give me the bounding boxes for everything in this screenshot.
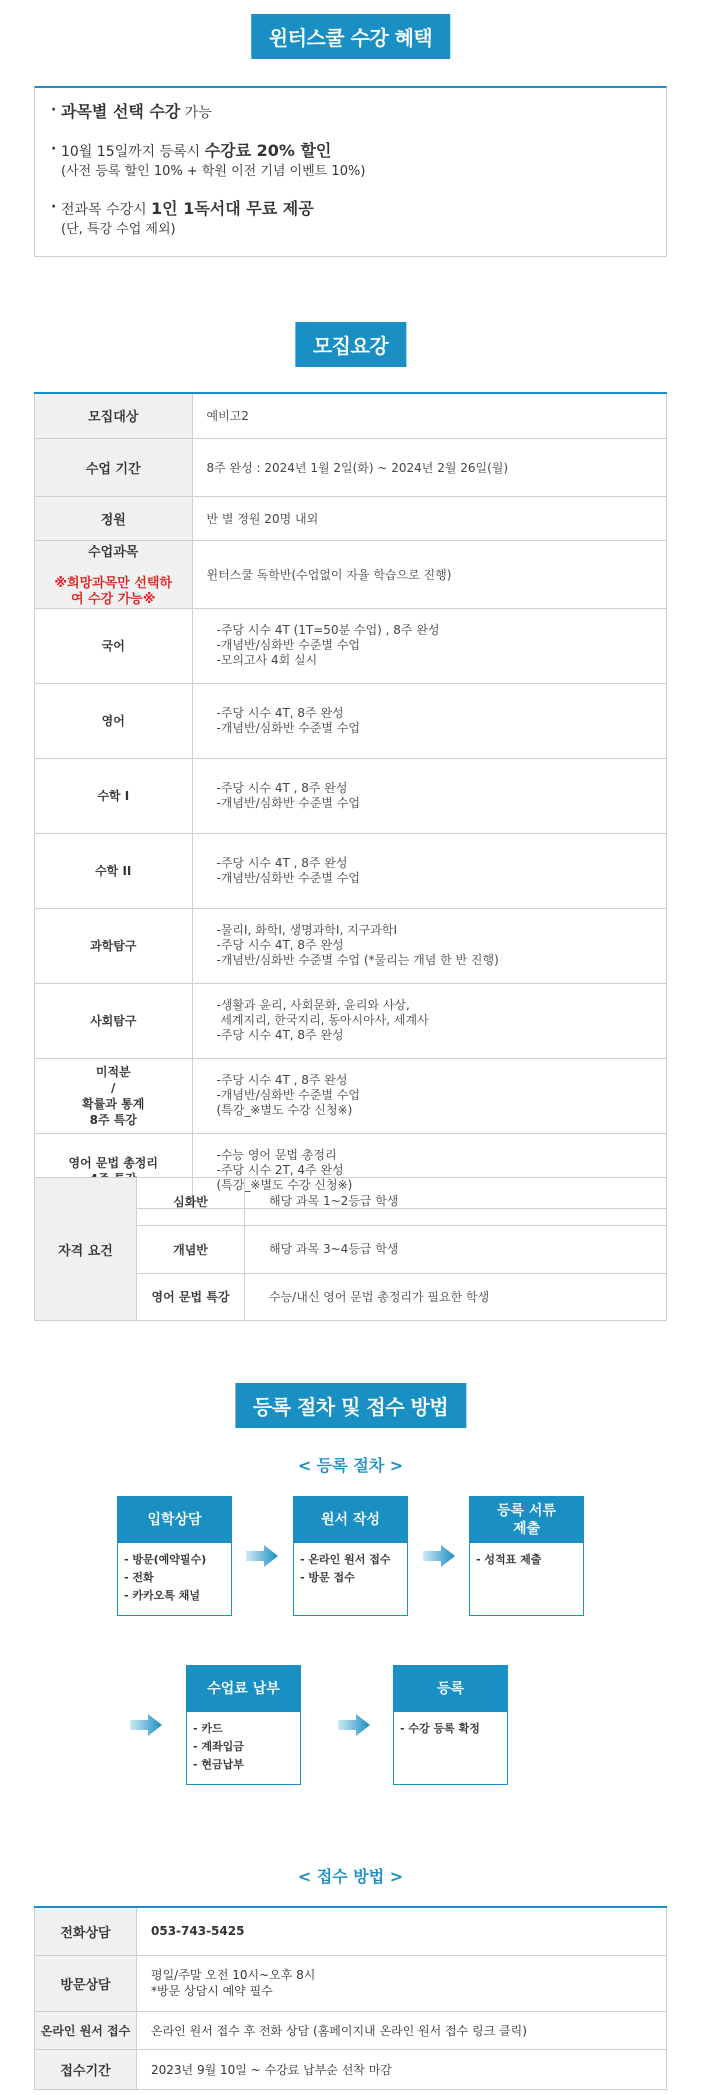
- subject-name: 영어 문법 총정리: [35, 1133, 193, 1208]
- subject-line: -주당 시수 4T , 8주 완성: [216, 780, 348, 795]
- subject-line: -개념반/심화반 수준별 수업: [216, 795, 361, 810]
- subject-desc: [192, 758, 667, 833]
- subject-desc: [192, 683, 667, 758]
- method-label: 온라인 원서 접수: [35, 2011, 137, 2049]
- subject-line: -주당 시수 4T, 8주 완성: [216, 938, 344, 952]
- subject-line: -물리I, 화학I, 생명과학I, 지구과학I: [216, 923, 397, 937]
- step-caption: 원서 작성: [294, 1497, 407, 1543]
- subject-line: -개념반/심화반 수준별 수업: [216, 638, 361, 652]
- step-item: - 수강 등록 확정: [400, 1720, 501, 1738]
- subject-name: 영어: [35, 683, 193, 758]
- subjects-label: 수업과목: [88, 544, 139, 560]
- benefit-bold: 1인 1독서대 무료 제공: [151, 199, 314, 218]
- subject-name: 미적분 / 확률과 통계 8주 특강: [35, 1058, 193, 1133]
- subject-line: -수능 영어 문법 총정리: [216, 1148, 337, 1162]
- arrow-right-icon: [423, 1545, 455, 1567]
- row-value: 8주 완성 : 2024년 1월 2일(화) ~ 2024년 2월 26일(월): [192, 438, 667, 496]
- step-card: [186, 1665, 301, 1785]
- subject-line: -생활과 윤리, 사회문화, 윤리와 사상,: [216, 998, 410, 1012]
- subject-line: -주당 시수 4T , 8주 완성: [216, 1073, 348, 1087]
- row-label: 정원: [35, 496, 193, 540]
- qual-name: 개념반: [137, 1226, 245, 1274]
- subject-line: -주당 시수 4T , 8주 완성: [216, 855, 348, 870]
- row-value: 예비고2: [192, 393, 667, 438]
- subject-desc: [192, 833, 667, 908]
- step-item: - 온라인 원서 접수: [300, 1551, 401, 1569]
- method-value: 053-743-5425: [137, 1907, 667, 1955]
- step-item: - 성적표 제출: [476, 1551, 577, 1569]
- method-value: 평일/주말 오전 10시~오후 8시 *방문 상담시 예약 필수: [137, 1955, 667, 2011]
- subject-name: 수학 II: [35, 833, 193, 908]
- method-label: 방문상담: [35, 1955, 137, 2011]
- subject-line: -주당 시수 4T (1T=50분 수업) , 8주 완성: [216, 623, 440, 637]
- method-value: 2023년 9월 10일 ~ 수강료 납부순 선착 마감: [137, 2049, 667, 2089]
- row-label: 수업 기간: [35, 438, 193, 496]
- qual-name: 심화반: [137, 1178, 245, 1226]
- subject-line: (특강_※별도 수강 신청※): [216, 1178, 353, 1192]
- subjects-label-cell: [35, 540, 193, 608]
- benefit-text: 가능: [180, 105, 212, 121]
- method-label: 전화상담: [35, 1907, 137, 1955]
- method-label: 접수기간: [35, 2049, 137, 2089]
- subjects-intro: 윈터스쿨 독학반(수업없이 자율 학습으로 진행): [192, 540, 667, 608]
- step-item: - 카카오톡 채널: [124, 1587, 225, 1605]
- benefit-text: 전과목 수강시: [61, 202, 152, 218]
- benefit-bold: 과목별 선택 수강: [61, 102, 181, 121]
- step-caption: 등록: [394, 1666, 507, 1712]
- step-list: [470, 1543, 583, 1569]
- benefit-sub: (사전 등록 할인 10% + 학원 이전 기념 이벤트 10%): [61, 164, 366, 179]
- subject-name: 사회탐구: [35, 983, 193, 1058]
- arrow-right-icon: [246, 1545, 278, 1567]
- benefits-box: [34, 86, 667, 257]
- subject-line: -개념반/심화반 수준별 수업: [216, 1088, 361, 1102]
- row-label: 모집대상: [35, 393, 193, 438]
- subject-desc: [192, 608, 667, 683]
- step-item: - 전화: [124, 1569, 225, 1587]
- qual-name: 영어 문법 특강: [137, 1274, 245, 1321]
- benefit-bold: 수강료 20% 할인: [204, 141, 332, 160]
- steps-title: < 등록 절차 >: [297, 1456, 404, 1475]
- subject-line: -개념반/심화반 수준별 수업: [216, 720, 361, 735]
- benefit-text: 10월 15일까지 등록시: [61, 144, 205, 160]
- subject-desc: [192, 908, 667, 983]
- recruit-title: 모집요강: [295, 322, 406, 367]
- qual-value: 해당 과목 1~2등급 학생: [245, 1178, 667, 1226]
- qual-value: 해당 과목 3~4등급 학생: [245, 1226, 667, 1274]
- subject-line: -개념반/심화반 수준별 수업 (*물리는 개념 한 반 진행): [216, 953, 499, 967]
- step-item: - 현금납부: [193, 1756, 294, 1774]
- subject-line: 세계지리, 한국지리, 동아시아사, 세계사: [216, 1013, 429, 1027]
- recruit-table: [34, 392, 667, 1209]
- benefit-sub: (단, 특강 수업 제외): [61, 222, 176, 237]
- step-item: - 방문 접수: [300, 1569, 401, 1587]
- benefit-item: [51, 102, 650, 123]
- subject-desc: [192, 983, 667, 1058]
- subject-name: 국어: [35, 608, 193, 683]
- step-list: [294, 1543, 407, 1587]
- subject-name: 과학탐구: [35, 908, 193, 983]
- subject-line: -주당 시수 4T, 8주 완성: [216, 705, 344, 720]
- subject-line: -개념반/심화반 수준별 수업: [216, 870, 361, 885]
- arrow-right-icon: [130, 1714, 162, 1736]
- arrow-right-icon: [338, 1714, 370, 1736]
- step-caption: 입학상담: [118, 1497, 231, 1543]
- benefit-item: [51, 199, 650, 239]
- subject-name: 수학 I: [35, 758, 193, 833]
- subject-desc: [192, 1058, 667, 1133]
- step-list: [187, 1712, 300, 1774]
- benefits-title: 윈터스쿨 수강 혜택: [251, 14, 451, 59]
- step-card: [393, 1665, 508, 1785]
- methods-table: [34, 1906, 667, 2090]
- step-item: - 카드: [193, 1720, 294, 1738]
- step-item: - 방문(예약필수): [124, 1551, 225, 1569]
- subject-line: -주당 시수 2T, 4주 완성: [216, 1163, 344, 1177]
- subject-line: -모의고사 4회 실시: [216, 653, 318, 667]
- step-card: [117, 1496, 232, 1616]
- process-title: 등록 절차 및 접수 방법: [235, 1383, 466, 1428]
- subject-line: -주당 시수 4T, 8주 완성: [216, 1028, 344, 1042]
- qual-label: 자격 요건: [35, 1178, 137, 1321]
- subjects-note: ※희망과목만 선택하여 수강 가능※: [54, 575, 173, 607]
- step-caption: 등록 서류 제출: [470, 1497, 583, 1543]
- step-card: [469, 1496, 584, 1616]
- subject-line: (특강_※별도 수강 신청※): [216, 1103, 353, 1117]
- row-value: 반 별 정원 20명 내외: [192, 496, 667, 540]
- step-card: [293, 1496, 408, 1616]
- methods-title: < 접수 방법 >: [297, 1867, 404, 1886]
- step-item: - 계좌입금: [193, 1738, 294, 1756]
- benefit-item: [51, 141, 650, 181]
- qual-value: 수능/내신 영어 문법 총정리가 필요한 학생: [245, 1274, 667, 1321]
- step-list: [118, 1543, 231, 1605]
- step-list: [394, 1712, 507, 1738]
- method-value: 온라인 원서 접수 후 전화 상담 (홈페이지내 온라인 원서 접수 링크 클릭): [137, 2011, 667, 2049]
- step-caption: 수업료 납부: [187, 1666, 300, 1712]
- qual-table: [34, 1177, 667, 1321]
